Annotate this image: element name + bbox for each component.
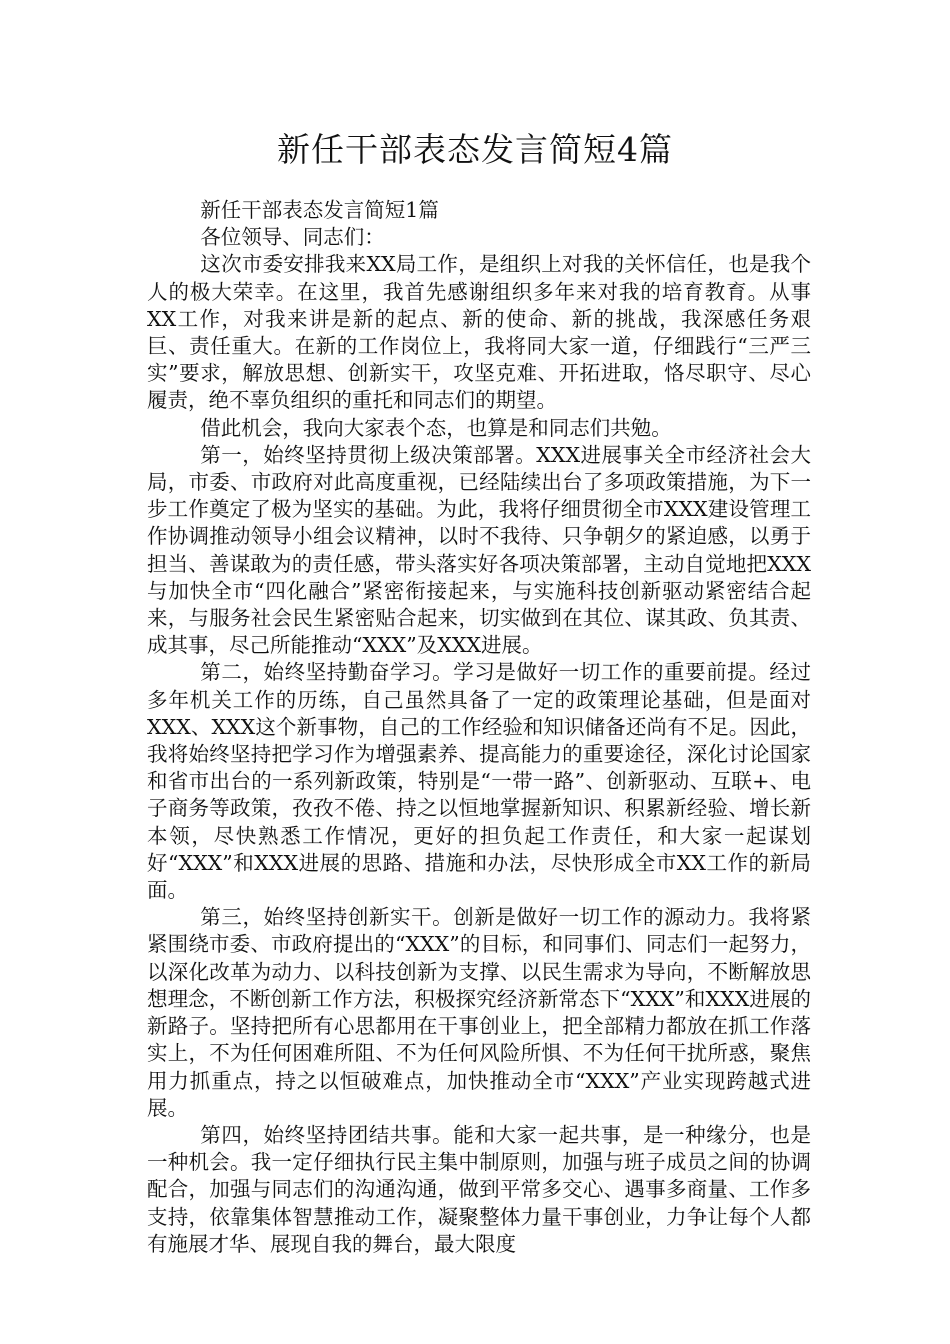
section-heading: 新任干部表态发言简短1篇 xyxy=(200,198,439,222)
salutation: 各位领导、同志们： xyxy=(200,225,385,250)
paragraph-transition: 借此机会，我向大家表个态，也算是和同志们共勉。 xyxy=(200,415,672,440)
paragraph-point-3: 第三，始终坚持创新实干。创新是做好一切工作的源动力。我将紧紧围绕市委、市政府提出的“XXX”的目标，和同事们、同志们一起努力，以深化改革为动力、以科技创新为支撑、以民生需求为导向，不断解放思想理念，不断创新工作方法，积极探究经济新常态下“XXX”和XXX进展的新路子。坚持把所有心思都用在干事创业上，把全部精力都放在抓工作落实上，不为任何困难所阻、不为任何风险所惧、不为任何干扰所惑，聚焦用力抓重点，持之以恒破难点，加快推动全市“XXX”产业实现跨越式进展。 xyxy=(147,905,811,1120)
paragraph-point-2: 第二，始终坚持勤奋学习。学习是做好一切工作的重要前提。经过多年机关工作的历练，自己虽然具备了一定的政策理论基础，但是面对XXX、XXX这个新事物，自己的工作经验和知识储备还尚有不足。因此，我将始终坚持把学习作为增强素养、提高能力的重要途径，深化讨论国家和省市出台的一系列新政策，特别是“一带一路”、创新驱动、互联+、电子商务等政策，孜孜不倦、持之以恒地掌握新知识、积累新经验、增长新本领，尽快熟悉工作情况，更好的担负起工作责任，和大家一起谋划好“XXX”和XXX进展的思路、措施和办法，尽快形成全市XX工作的新局面。 xyxy=(147,660,811,903)
paragraph-intro: 这次市委安排我来XX局工作，是组织上对我的关怀信任，也是我个人的极大荣幸。在这里，我首先感谢组织多年来对我的培育教育。从事XX工作，对我来讲是新的起点、新的使命、新的挑战，我深感任务艰巨、责任重大。在新的工作岗位上，我将同大家一道，仔细践行“三严三实”要求，解放思想、创新实干，攻坚克难、开拓进取，恪尽职守、尽心履责，绝不辜负组织的重托和同志们的期望。 xyxy=(147,252,811,413)
paragraph-point-4: 第四，始终坚持团结共事。能和大家一起共事，是一种缘分，也是一种机会。我一定仔细执行民主集中制原则，加强与班子成员之间的协调配合，加强与同志们的沟通沟通，做到平常多交心、遇事多商量、工作多支持，依靠集体智慧推动工作，凝聚整体力量干事创业，力争让每个人都有施展才华、展现自我的舞台，最大限度 xyxy=(147,1122,811,1256)
document-body xyxy=(147,197,811,1258)
paragraph-point-1: 第一，始终坚持贯彻上级决策部署。XXX进展事关全市经济社会大局，市委、市政府对此高度重视，已经陆续出台了多项政策措施，为下一步工作奠定了极为坚实的基础。为此，我将仔细贯彻全市XXX建设管理工作协调推动领导小组会议精神，以时不我待、只争朝夕的紧迫感，以勇于担当、善谋敢为的责任感，带头落实好各项决策部署，主动自觉地把XXX与加快全市“四化融合”紧密衔接起来，与实施科技创新驱动紧密结合起来，与服务社会民生紧密贴合起来，切实做到在其位、谋其政、负其责、成其事，尽己所能推动“XXX”及XXX进展。 xyxy=(147,442,811,658)
document-title: 新任干部表态发言简短4篇 xyxy=(277,130,673,169)
